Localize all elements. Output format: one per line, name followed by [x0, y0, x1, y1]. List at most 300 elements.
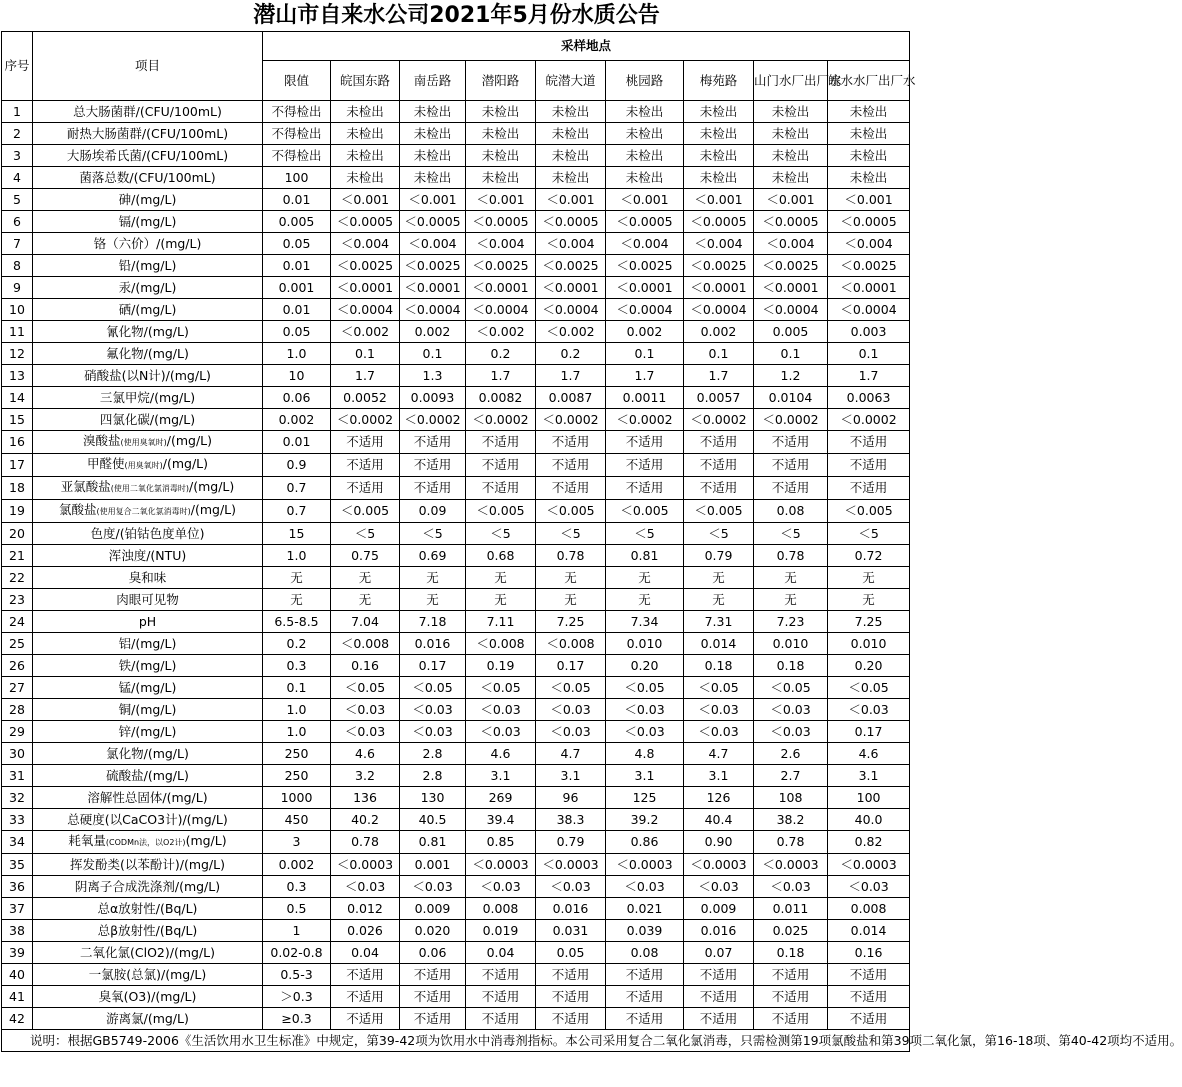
- site-value: 未检出: [331, 145, 400, 167]
- limit-value: 1.0: [263, 545, 331, 567]
- limit-value: 0.9: [263, 454, 331, 477]
- header-site: 南岳路: [400, 61, 466, 101]
- site-value: ＜0.0003: [466, 854, 536, 876]
- limit-value: 0.01: [263, 299, 331, 321]
- item-name-unit: /(mg/L): [189, 479, 235, 494]
- site-value: 0.81: [400, 831, 466, 854]
- site-value: 0.005: [754, 321, 828, 343]
- site-value: 0.039: [606, 920, 684, 942]
- limit-value: 6.5-8.5: [263, 611, 331, 633]
- site-value: 40.4: [684, 809, 754, 831]
- site-value: ＜0.0001: [466, 277, 536, 299]
- site-value: ＜0.05: [466, 677, 536, 699]
- row-index: 16: [2, 431, 33, 454]
- site-value: ＜0.0005: [536, 211, 606, 233]
- site-value: ＜0.0025: [606, 255, 684, 277]
- limit-value: 0.002: [263, 854, 331, 876]
- site-value: ＜0.05: [606, 677, 684, 699]
- site-value: 0.78: [754, 545, 828, 567]
- row-index: 23: [2, 589, 33, 611]
- item-name: [33, 831, 263, 854]
- table-row: [2, 721, 910, 743]
- header-site: 山门水厂出厂水: [754, 61, 828, 101]
- site-value: 未检出: [684, 167, 754, 189]
- site-value: 0.85: [466, 831, 536, 854]
- item-name: 砷/(mg/L): [33, 189, 263, 211]
- item-name-main: 亚氯酸盐: [60, 479, 111, 494]
- table-row: [2, 589, 910, 611]
- table-row: [2, 876, 910, 898]
- table-row: [2, 1008, 910, 1030]
- site-value: 不适用: [754, 986, 828, 1008]
- site-value: 无: [754, 567, 828, 589]
- site-value: 0.1: [331, 343, 400, 365]
- site-value: 0.18: [684, 655, 754, 677]
- site-value: ＜0.005: [466, 500, 536, 523]
- site-value: ＜0.03: [754, 876, 828, 898]
- table-row: [2, 431, 910, 454]
- table-row: [2, 321, 910, 343]
- site-value: ＜0.0025: [466, 255, 536, 277]
- site-value: 0.1: [828, 343, 910, 365]
- site-value: 不适用: [684, 477, 754, 500]
- row-index: 17: [2, 454, 33, 477]
- site-value: ＜0.0005: [828, 211, 910, 233]
- site-value: 0.009: [400, 898, 466, 920]
- site-value: 0.18: [754, 942, 828, 964]
- header-site: 梅苑路: [684, 61, 754, 101]
- header-sampling-sites: 采样地点: [263, 32, 910, 61]
- site-value: ＜0.0003: [684, 854, 754, 876]
- site-value: 0.025: [754, 920, 828, 942]
- site-value: 1.7: [536, 365, 606, 387]
- site-value: 0.2: [466, 343, 536, 365]
- site-value: 不适用: [606, 1008, 684, 1030]
- site-value: ＜0.03: [754, 721, 828, 743]
- row-index: 8: [2, 255, 33, 277]
- limit-value: 0.06: [263, 387, 331, 409]
- row-index: 29: [2, 721, 33, 743]
- site-value: 2.8: [400, 765, 466, 787]
- site-value: 1.3: [400, 365, 466, 387]
- site-value: ＜0.001: [606, 189, 684, 211]
- site-value: ＜5: [684, 523, 754, 545]
- site-value: 0.002: [400, 321, 466, 343]
- site-value: ＜0.004: [400, 233, 466, 255]
- limit-value: 不得检出: [263, 145, 331, 167]
- site-value: 1.7: [828, 365, 910, 387]
- site-value: ＜0.0025: [536, 255, 606, 277]
- site-value: 0.16: [828, 942, 910, 964]
- item-name: [33, 454, 263, 477]
- site-value: 0.04: [331, 942, 400, 964]
- limit-value: 0.5-3: [263, 964, 331, 986]
- site-value: 不适用: [536, 454, 606, 477]
- site-value: ＜5: [331, 523, 400, 545]
- limit-value: 0.5: [263, 898, 331, 920]
- site-value: 不适用: [754, 1008, 828, 1030]
- site-value: ＜0.005: [684, 500, 754, 523]
- item-name: 铝/(mg/L): [33, 633, 263, 655]
- row-index: 25: [2, 633, 33, 655]
- row-index: 33: [2, 809, 33, 831]
- item-name: 硝酸盐(以N计)/(mg/L): [33, 365, 263, 387]
- item-name: 铬（六价）/(mg/L): [33, 233, 263, 255]
- item-name: 硒/(mg/L): [33, 299, 263, 321]
- site-value: 不适用: [536, 431, 606, 454]
- site-value: 不适用: [400, 1008, 466, 1030]
- site-value: 0.003: [828, 321, 910, 343]
- site-value: 未检出: [400, 101, 466, 123]
- site-value: 未检出: [828, 145, 910, 167]
- site-value: ＜0.005: [331, 500, 400, 523]
- site-value: 40.0: [828, 809, 910, 831]
- site-value: 2.7: [754, 765, 828, 787]
- site-value: 0.75: [331, 545, 400, 567]
- site-value: 无: [331, 567, 400, 589]
- site-value: 0.06: [400, 942, 466, 964]
- limit-value: 450: [263, 809, 331, 831]
- site-value: ＜0.008: [331, 633, 400, 655]
- site-value: 38.2: [754, 809, 828, 831]
- site-value: 0.014: [828, 920, 910, 942]
- site-value: ＜0.004: [684, 233, 754, 255]
- site-value: 不适用: [466, 964, 536, 986]
- site-value: ＜0.0004: [684, 299, 754, 321]
- table-row: [2, 523, 910, 545]
- site-value: ＜0.0005: [606, 211, 684, 233]
- site-value: ＜0.0025: [828, 255, 910, 277]
- item-name: 锰/(mg/L): [33, 677, 263, 699]
- site-value: 不适用: [828, 477, 910, 500]
- site-value: ＜0.0004: [331, 299, 400, 321]
- site-value: 不适用: [606, 431, 684, 454]
- site-value: 未检出: [331, 123, 400, 145]
- limit-value: 不得检出: [263, 123, 331, 145]
- item-name-unit: /(mg/L): [162, 456, 209, 471]
- site-value: ＜0.0001: [536, 277, 606, 299]
- site-value: 不适用: [754, 454, 828, 477]
- site-value: 不适用: [684, 454, 754, 477]
- item-name: [33, 431, 263, 454]
- site-value: ＜0.005: [536, 500, 606, 523]
- site-value: 4.6: [331, 743, 400, 765]
- site-value: 0.05: [536, 942, 606, 964]
- site-value: 4.6: [466, 743, 536, 765]
- site-value: 未检出: [536, 167, 606, 189]
- row-index: 12: [2, 343, 33, 365]
- site-value: 未检出: [828, 101, 910, 123]
- site-value: ＜0.0003: [331, 854, 400, 876]
- site-value: ＜5: [606, 523, 684, 545]
- site-value: 0.014: [684, 633, 754, 655]
- site-value: 无: [754, 589, 828, 611]
- row-index: 11: [2, 321, 33, 343]
- item-name: 铅/(mg/L): [33, 255, 263, 277]
- row-index: 37: [2, 898, 33, 920]
- site-value: ＜0.0003: [828, 854, 910, 876]
- site-value: 7.11: [466, 611, 536, 633]
- site-value: ＜0.008: [466, 633, 536, 655]
- site-value: 不适用: [754, 431, 828, 454]
- limit-value: 250: [263, 765, 331, 787]
- item-name: 二氧化氯(ClO2)/(mg/L): [33, 942, 263, 964]
- item-name-main: 耗氧量: [68, 833, 106, 848]
- site-value: 7.31: [684, 611, 754, 633]
- site-value: ＜0.03: [331, 699, 400, 721]
- row-index: 3: [2, 145, 33, 167]
- site-value: 未检出: [754, 101, 828, 123]
- site-value: 4.7: [684, 743, 754, 765]
- site-value: 不适用: [536, 986, 606, 1008]
- site-value: ＜0.0002: [466, 409, 536, 431]
- table-row: [2, 699, 910, 721]
- site-value: ＜0.0002: [828, 409, 910, 431]
- item-name: 菌落总数/(CFU/100mL): [33, 167, 263, 189]
- item-name: 三氯甲烷/(mg/L): [33, 387, 263, 409]
- site-value: 0.021: [606, 898, 684, 920]
- row-index: 41: [2, 986, 33, 1008]
- table-row: [2, 898, 910, 920]
- site-value: 不适用: [466, 454, 536, 477]
- site-value: 不适用: [400, 986, 466, 1008]
- site-value: 3.1: [536, 765, 606, 787]
- table-row: [2, 189, 910, 211]
- site-value: 未检出: [754, 123, 828, 145]
- site-value: 0.0104: [754, 387, 828, 409]
- site-value: 不适用: [331, 454, 400, 477]
- limit-value: 0.01: [263, 431, 331, 454]
- table-row: [2, 145, 910, 167]
- item-name: 硫酸盐/(mg/L): [33, 765, 263, 787]
- table-row: [2, 655, 910, 677]
- table-row: [2, 633, 910, 655]
- site-value: 不适用: [828, 1008, 910, 1030]
- site-value: ＜0.002: [466, 321, 536, 343]
- limit-value: 0.1: [263, 677, 331, 699]
- site-value: 0.17: [400, 655, 466, 677]
- item-name: [33, 477, 263, 500]
- item-name-main: 甲醛使: [86, 456, 125, 471]
- site-value: 0.026: [331, 920, 400, 942]
- site-value: ＜0.004: [331, 233, 400, 255]
- table-row: [2, 123, 910, 145]
- site-value: 0.2: [536, 343, 606, 365]
- limit-value: 0.2: [263, 633, 331, 655]
- site-value: ＜0.03: [466, 699, 536, 721]
- site-value: ＜0.03: [331, 876, 400, 898]
- site-value: 0.68: [466, 545, 536, 567]
- site-value: 0.031: [536, 920, 606, 942]
- row-index: 9: [2, 277, 33, 299]
- site-value: 未检出: [828, 123, 910, 145]
- site-value: 未检出: [536, 145, 606, 167]
- site-value: 39.4: [466, 809, 536, 831]
- item-name: 色度/(铂钴色度单位): [33, 523, 263, 545]
- site-value: ＜0.03: [828, 699, 910, 721]
- site-value: ＜0.05: [331, 677, 400, 699]
- site-value: ＜5: [536, 523, 606, 545]
- site-value: 无: [606, 589, 684, 611]
- site-value: ＜0.0005: [684, 211, 754, 233]
- item-name-unit: /(mg/L): [190, 502, 237, 517]
- table-row: [2, 677, 910, 699]
- item-name-unit: (mg/L): [185, 833, 227, 848]
- item-name: 铜/(mg/L): [33, 699, 263, 721]
- site-value: 3.1: [466, 765, 536, 787]
- site-value: 130: [400, 787, 466, 809]
- site-value: 未检出: [606, 123, 684, 145]
- table-row: [2, 255, 910, 277]
- site-value: 1.7: [331, 365, 400, 387]
- site-value: 未检出: [331, 167, 400, 189]
- site-value: 0.17: [828, 721, 910, 743]
- site-value: ＜0.05: [828, 677, 910, 699]
- site-value: 1.2: [754, 365, 828, 387]
- site-value: 0.008: [466, 898, 536, 920]
- limit-value: 1.0: [263, 721, 331, 743]
- site-value: 0.19: [466, 655, 536, 677]
- row-index: 27: [2, 677, 33, 699]
- site-value: 不适用: [536, 477, 606, 500]
- item-name: 臭和味: [33, 567, 263, 589]
- site-value: 0.0087: [536, 387, 606, 409]
- site-value: ＜0.0002: [754, 409, 828, 431]
- item-name: 挥发酚类(以苯酚计)/(mg/L): [33, 854, 263, 876]
- site-value: 0.0057: [684, 387, 754, 409]
- site-value: 未检出: [606, 145, 684, 167]
- site-value: 126: [684, 787, 754, 809]
- site-value: ＜0.05: [754, 677, 828, 699]
- limit-value: 250: [263, 743, 331, 765]
- limit-value: 0.01: [263, 189, 331, 211]
- site-value: 4.8: [606, 743, 684, 765]
- site-value: 无: [684, 589, 754, 611]
- site-value: 0.011: [754, 898, 828, 920]
- site-value: ＜0.0004: [400, 299, 466, 321]
- site-value: 1.7: [606, 365, 684, 387]
- row-index: 13: [2, 365, 33, 387]
- site-value: 4.7: [536, 743, 606, 765]
- item-name-qualifier: (使用复合二氧化氯消毒时): [96, 507, 191, 516]
- site-value: ＜0.001: [536, 189, 606, 211]
- site-value: 0.17: [536, 655, 606, 677]
- site-value: 不适用: [466, 986, 536, 1008]
- table-row: [2, 299, 910, 321]
- site-value: ＜5: [466, 523, 536, 545]
- item-name: 肉眼可见物: [33, 589, 263, 611]
- table-row: [2, 765, 910, 787]
- site-value: ＜0.008: [536, 633, 606, 655]
- site-value: 0.001: [400, 854, 466, 876]
- site-value: 0.78: [754, 831, 828, 854]
- row-index: 7: [2, 233, 33, 255]
- site-value: 3.1: [684, 765, 754, 787]
- site-value: ＜0.0005: [754, 211, 828, 233]
- site-value: ＜0.005: [828, 500, 910, 523]
- site-value: 2.6: [754, 743, 828, 765]
- item-name-main: 溴酸盐: [82, 433, 121, 448]
- site-value: 0.69: [400, 545, 466, 567]
- site-value: 0.010: [828, 633, 910, 655]
- item-name: 耐热大肠菌群/(CFU/100mL): [33, 123, 263, 145]
- site-value: 0.009: [684, 898, 754, 920]
- item-name: 阴离子合成洗涤剂/(mg/L): [33, 876, 263, 898]
- site-value: 未检出: [400, 145, 466, 167]
- site-value: 不适用: [466, 431, 536, 454]
- site-value: 0.1: [684, 343, 754, 365]
- item-name: 氰化物/(mg/L): [33, 321, 263, 343]
- site-value: 0.012: [331, 898, 400, 920]
- site-value: ＜0.03: [331, 721, 400, 743]
- footnote: 说明：根据GB5749-2006《生活饮用水卫生标准》中规定，第39-42项为饮用水中消毒剂指标。本公司采用复合二氧化氯消毒，只需检测第19项氯酸盐和第39项二氧化氯，第16-18项、第40-42项均不适用。: [2, 1030, 910, 1052]
- site-value: ＜0.0002: [536, 409, 606, 431]
- site-value: 269: [466, 787, 536, 809]
- site-value: 0.0063: [828, 387, 910, 409]
- header-site: 皖潜大道: [536, 61, 606, 101]
- site-value: 0.1: [400, 343, 466, 365]
- site-value: 不适用: [684, 986, 754, 1008]
- site-value: ＜0.03: [606, 721, 684, 743]
- limit-value: 无: [263, 567, 331, 589]
- site-value: ＜0.05: [684, 677, 754, 699]
- site-value: 未检出: [606, 167, 684, 189]
- table-row: [2, 277, 910, 299]
- site-value: 0.0093: [400, 387, 466, 409]
- site-value: 未检出: [754, 145, 828, 167]
- site-value: 不适用: [400, 431, 466, 454]
- site-value: ＜0.004: [606, 233, 684, 255]
- limit-value: 0.01: [263, 255, 331, 277]
- item-name-unit: /(mg/L): [166, 433, 213, 448]
- site-value: 0.79: [684, 545, 754, 567]
- item-name: 臭氧(O3)/(mg/L): [33, 986, 263, 1008]
- item-name: 镉/(mg/L): [33, 211, 263, 233]
- site-value: ＜0.002: [331, 321, 400, 343]
- site-value: ＜0.004: [828, 233, 910, 255]
- item-name-qualifier: (使用二氧化氯消毒时): [110, 484, 189, 493]
- table-row: [2, 787, 910, 809]
- site-value: 未检出: [466, 167, 536, 189]
- item-name: 汞/(mg/L): [33, 277, 263, 299]
- site-value: ＜5: [400, 523, 466, 545]
- site-value: 0.008: [828, 898, 910, 920]
- site-value: 无: [466, 567, 536, 589]
- site-value: ＜0.03: [536, 721, 606, 743]
- site-value: ＜0.001: [400, 189, 466, 211]
- site-value: ＜0.0003: [606, 854, 684, 876]
- site-value: ＜5: [754, 523, 828, 545]
- site-value: 0.0052: [331, 387, 400, 409]
- site-value: 未检出: [684, 145, 754, 167]
- row-index: 38: [2, 920, 33, 942]
- item-name: 游离氯/(mg/L): [33, 1008, 263, 1030]
- site-value: 不适用: [606, 454, 684, 477]
- site-value: 0.016: [684, 920, 754, 942]
- limit-value: 0.002: [263, 409, 331, 431]
- item-name: 四氯化碳/(mg/L): [33, 409, 263, 431]
- site-value: 0.0082: [466, 387, 536, 409]
- site-value: 0.002: [684, 321, 754, 343]
- site-value: 0.08: [606, 942, 684, 964]
- site-value: ＜0.0025: [331, 255, 400, 277]
- site-value: 0.020: [400, 920, 466, 942]
- site-value: 未检出: [400, 167, 466, 189]
- table-row: [2, 387, 910, 409]
- limit-value: ＞0.3: [263, 986, 331, 1008]
- site-value: 无: [606, 567, 684, 589]
- site-value: ＜0.001: [754, 189, 828, 211]
